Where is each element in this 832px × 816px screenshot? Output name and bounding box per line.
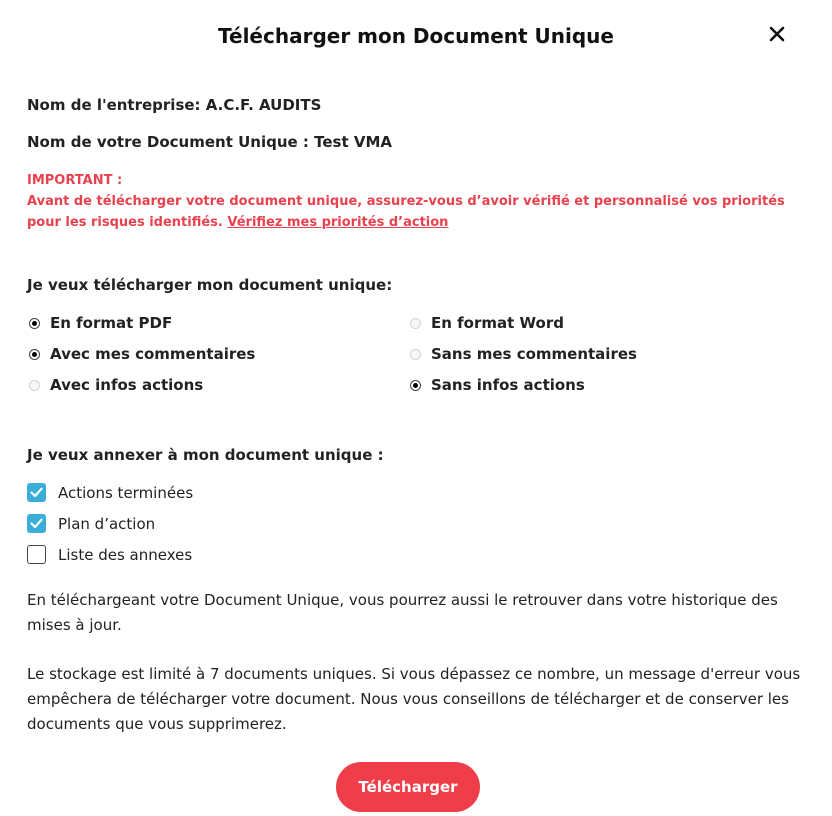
checkbox-checked-icon [27,483,46,502]
checkbox-actions-terminees[interactable] [27,483,193,502]
storage-info-text: Le stockage est limité à 7 documents uniques. Si vous dépassez ce nombre, un message d'erreur vous empêchera de télécharger votre document. Nous vous conseillons de télécharger et de conserver les documents que vous supprimerez. [27,665,801,733]
checkbox-label: Plan d’action [58,514,156,533]
download-button[interactable]: Télécharger [336,762,480,812]
dialog-title: Télécharger mon Document Unique [218,24,614,48]
important-text: Avant de télécharger votre document unique, assurez-vous d’avoir vérifié et personnalisé vos priorités pour les risques identifiés. [27,194,785,230]
download-options-heading: Je veux télécharger mon document unique: [27,276,393,294]
radio-unselected-icon [410,349,421,360]
history-info-text: En téléchargeant votre Document Unique, vous pourrez aussi le retrouver dans votre historique des mises à jour. [27,591,778,634]
radio-label: En format PDF [50,314,173,332]
radio-label: Avec infos actions [50,376,204,394]
check-priorities-link[interactable]: Vérifiez mes priorités d’action [227,215,449,230]
important-title: IMPORTANT : [27,173,123,188]
radio-label: Sans mes commentaires [431,345,637,363]
radio-selected-icon [29,318,40,329]
radio-selected-icon [29,349,40,360]
radio-format-word[interactable] [410,314,564,332]
checkbox-label: Liste des annexes [58,545,193,564]
radio-label: Avec mes commentaires [50,345,256,363]
checkbox-checked-icon [27,514,46,533]
radio-without-comments[interactable] [410,345,637,363]
annexes-heading: Je veux annexer à mon document unique : [27,446,384,464]
close-icon[interactable] [768,25,786,43]
radio-with-comments[interactable] [29,345,255,363]
radio-unselected-icon [29,380,40,391]
radio-with-actions[interactable] [29,376,203,394]
document-name: Nom de votre Document Unique : Test VMA [27,133,393,151]
radio-selected-icon [410,380,421,391]
radio-without-actions[interactable] [410,376,585,394]
checkbox-plan-action[interactable] [27,514,155,533]
radio-label: Sans infos actions [431,376,585,394]
company-name: Nom de l'entreprise: A.C.F. AUDITS [27,96,322,114]
checkbox-liste-annexes[interactable] [27,545,192,564]
important-notice [27,170,807,233]
radio-label: En format Word [431,314,564,332]
radio-unselected-icon [410,318,421,329]
checkbox-label: Actions terminées [58,483,194,502]
radio-format-pdf[interactable] [29,314,172,332]
checkbox-unchecked-icon [27,545,46,564]
